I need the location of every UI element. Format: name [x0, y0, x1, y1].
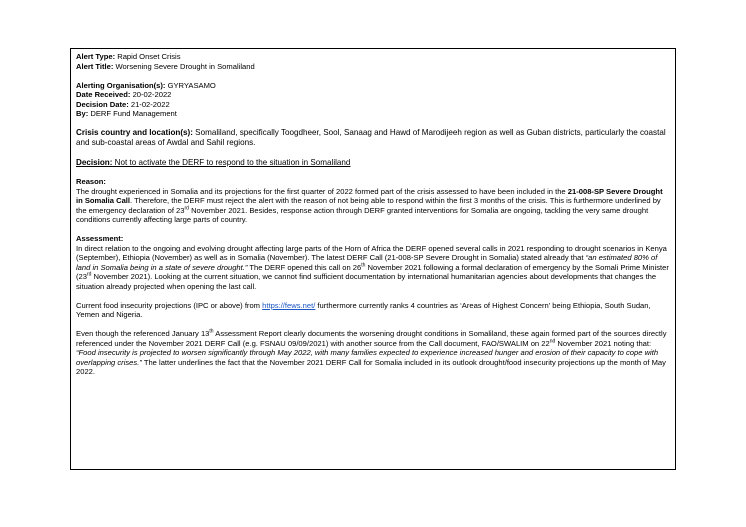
- decision-line: [76, 158, 670, 168]
- reason-superscript: rd: [184, 204, 189, 211]
- date-received-label: Date Received:: [76, 90, 131, 99]
- assessment-p3-sup-1: th: [209, 328, 214, 335]
- reason-paragraph: [76, 187, 670, 225]
- by-line: [76, 109, 670, 119]
- alerting-org-value: GYRYASAMO: [165, 80, 216, 90]
- decision-date-value: 21-02-2022: [128, 99, 170, 109]
- date-received-value: 20-02-2022: [130, 90, 172, 99]
- assessment-p2-text-b: furthermore currently ranks 4 countries as ‘Areas of Highest Concern’ being Ethiopia, South Sudan, Yemen and Nigeria.: [76, 300, 651, 319]
- decision-date-label: Decision Date:: [76, 99, 129, 109]
- alert-type-line: [76, 52, 670, 62]
- assessment-p3-text-c: November 2021 noting that:: [555, 338, 652, 348]
- assessment-p1-sup-1: th: [361, 261, 366, 268]
- assessment-p3-quote: “Food insecurity is projected to worsen significantly through May 2022, with many families expected to experience increased hunger and erosion of their capacity to cope with overlapping crises.”: [76, 348, 659, 367]
- assessment-p3-text-b: Assessment Report clearly documents the worsening drought conditions in Somaliland, these again formed part of the sources directly referenced under the November 2021 DERF Call (e.g. FSNAU 09/09/2021) with another source from the Call document, FAO/SWALIM on 22: [76, 329, 667, 348]
- by-label: By:: [76, 109, 89, 118]
- alert-title-value: Worsening Severe Drought in Somaliland: [113, 61, 255, 71]
- assessment-paragraph-3: [76, 329, 670, 377]
- crisis-location-paragraph: [76, 128, 670, 148]
- assessment-p1-text-b: The DERF opened this call on 26: [247, 262, 362, 272]
- decision-date-line: [76, 100, 670, 110]
- alerting-org-label: Alerting Organisation(s):: [76, 80, 166, 90]
- decision-label: Decision:: [76, 157, 113, 167]
- alert-document: [70, 48, 676, 470]
- crisis-location-text: Somaliland, specifically Toogdheer, Sool, Sanaag and Hawd of Marodijeeh region as well as Guban districts, particularly the coastal and sub-coastal areas of Awdal and Sahil regions.: [76, 128, 666, 147]
- assessment-paragraph-1: [76, 244, 670, 292]
- assessment-p1-text-c: November 2021 following a formal declaration of emergency by the Somali Prime Minister (23: [76, 262, 669, 281]
- assessment-paragraph-2: [76, 301, 670, 320]
- assessment-p3-sup-2: nd: [549, 337, 556, 344]
- reason-text-3: November 2021. Besides, response action through DERF granted interventions for Somalia are ongoing, tackling the very same drought conditions currently affecting large parts of country.: [76, 205, 649, 224]
- reason-text-1: The drought experienced in Somalia and its projections for the first quarter of 2022 formed part of the crisis assessed to have been included in the: [76, 186, 568, 196]
- fews-net-link[interactable]: https://fews.net/: [262, 300, 316, 310]
- assessment-p3-text-a: Even though the referenced January 13: [76, 329, 210, 338]
- reason-call-reference: 21-008-SP Severe Drought in Somalia Call: [76, 186, 663, 205]
- alert-title-label: Alert Title:: [76, 61, 114, 71]
- alert-title-line: [76, 62, 670, 72]
- assessment-p1-quote: “an estimated 80% of land in Somalia being in a state of severe drought.”: [76, 253, 658, 272]
- assessment-p1-sup-2: rd: [86, 271, 92, 278]
- assessment-heading: [76, 234, 670, 244]
- alert-type-label: Alert Type:: [76, 52, 116, 61]
- crisis-location-label: Crisis country and location(s):: [76, 128, 193, 137]
- assessment-heading-text: Assessment:: [76, 234, 124, 243]
- assessment-p2-text-a: Current food insecurity projections (IPC or above) from: [76, 300, 263, 310]
- assessment-p1-text-d: November 2021). Looking at the current situation, we cannot find sufficient documentation by international humanitarian agencies about developments that changes the situation already projected when opening the last call.: [76, 272, 657, 291]
- reason-heading: [76, 177, 670, 187]
- date-received-line: [76, 90, 670, 100]
- by-value: DERF Fund Management: [88, 109, 177, 118]
- reason-heading-text: Reason:: [76, 177, 106, 186]
- alert-type-value: Rapid Onset Crisis: [115, 52, 181, 61]
- assessment-p3-text-d: The latter underlines the fact that the November 2021 DERF Call for Somalia included in its outlook drought/food insecurity projections up the month of May 2022.: [76, 357, 666, 376]
- assessment-p1-text-a: In direct relation to the ongoing and evolving drought affecting large parts of the Horn of Africa the DERF opened several calls in 2021 responding to drought scenarios in Kenya (September), Ethiopia (November) as well as in Somalia (November). The latest DERF Call (21-008-SP Severe Drought in Somalia) stated already that: [76, 243, 667, 262]
- reason-text-2: . Therefore, the DERF must reject the alert with the reason of not being able to respond within the first 3 months of the crisis. This is furthermore underlined by the emergency declaration of 23: [76, 196, 661, 215]
- alerting-org-line: [76, 81, 670, 91]
- decision-text: Not to activate the DERF to respond to the situation in Somaliland: [112, 157, 351, 167]
